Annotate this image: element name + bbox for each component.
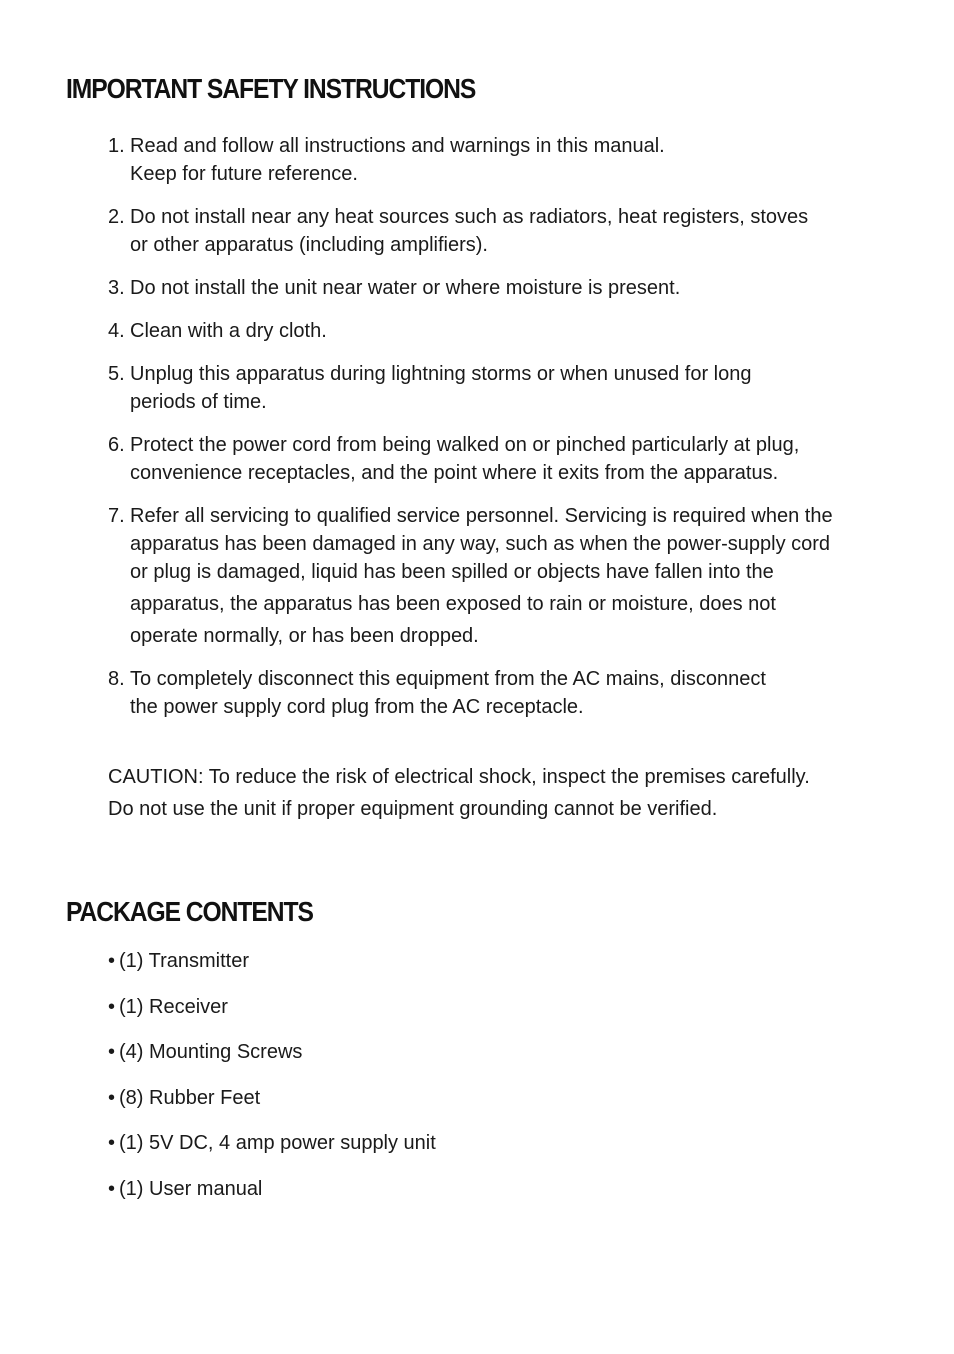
item-line: Refer all servicing to qualified service personnel. Servicing is required when the [130,505,833,527]
item-line: Clean with a dry cloth. [130,320,327,342]
item-line: Unplug this apparatus during lightning storms or when unused for long [130,363,752,385]
bullet: • [108,1132,116,1155]
item-line: operate normally, or has been dropped. [130,625,479,647]
item-text [130,203,898,259]
safety-item-1 [108,132,898,188]
item-line: apparatus has been damaged in any way, such as when the power-supply cord [130,533,831,555]
list-item [108,947,436,993]
safety-item-7 [108,502,898,650]
safety-item-8 [108,665,898,721]
item-line: Protect the power cord from being walked on or pinched particularly at plug, [130,434,800,456]
package-item-text: (1) Transmitter [119,950,250,972]
item-text [130,665,898,721]
package-item-text: (8) Rubber Feet [119,1086,261,1109]
item-text [130,132,898,188]
package-item-text: (1) 5V DC, 4 amp power supply unit [119,1132,436,1155]
package-item-text: (4) Mounting Screws [119,1041,303,1064]
bullet: • [108,1177,116,1200]
item-line: periods of time. [130,391,267,413]
list-item [108,1038,436,1084]
item-number: 6. [108,434,125,456]
list-item [108,993,436,1039]
item-line: the power supply cord plug from the AC receptacle. [130,696,584,718]
item-number: 7. [108,505,125,527]
item-text [130,502,898,650]
item-number: 4. [108,320,125,342]
package-contents-list [108,947,436,1221]
item-line: Keep for future reference. [130,163,358,185]
item-number: 8. [108,668,125,690]
item-number: 2. [108,206,125,228]
package-item-text: (1) User manual [119,1177,263,1200]
safety-instructions-heading: IMPORTANT SAFETY INSTRUCTIONS [66,73,476,104]
safety-item-5 [108,360,898,416]
item-number: 1. [108,135,125,157]
item-line: apparatus, the apparatus has been exposed to rain or moisture, does not [130,593,776,615]
safety-item-6 [108,431,898,487]
item-text [130,274,898,302]
safety-item-3 [108,274,898,302]
item-line: or plug is damaged, liquid has been spilled or objects have fallen into the [130,561,774,583]
bullet: • [108,1086,116,1109]
bullet: • [108,1041,116,1064]
item-line: Read and follow all instructions and warnings in this manual. [130,135,665,157]
item-line: To completely disconnect this equipment from the AC mains, disconnect [130,668,766,690]
bullet: • [108,950,116,972]
caution-line: Do not use the unit if proper equipment grounding cannot be verified. [108,798,718,820]
item-line: convenience receptacles, and the point where it exits from the apparatus. [130,462,779,484]
item-number: 3. [108,277,125,299]
package-contents-heading: PACKAGE CONTENTS [66,896,313,927]
list-item [108,1175,436,1221]
item-line: Do not install the unit near water or where moisture is present. [130,277,681,299]
package-item-text: (1) Receiver [119,995,228,1018]
list-item [108,1084,436,1130]
item-line: Do not install near any heat sources such as radiators, heat registers, stoves [130,206,809,228]
item-number: 5. [108,363,125,385]
safety-item-2 [108,203,898,259]
caution-note [108,761,898,825]
safety-item-4 [108,317,898,345]
item-text [130,317,898,345]
item-text [130,360,898,416]
item-text [130,431,898,487]
bullet: • [108,995,116,1018]
list-item [108,1129,436,1175]
item-line: or other apparatus (including amplifiers). [130,234,488,256]
safety-instructions-list [108,132,898,736]
caution-line: CAUTION: To reduce the risk of electrical shock, inspect the premises carefully. [108,766,810,788]
